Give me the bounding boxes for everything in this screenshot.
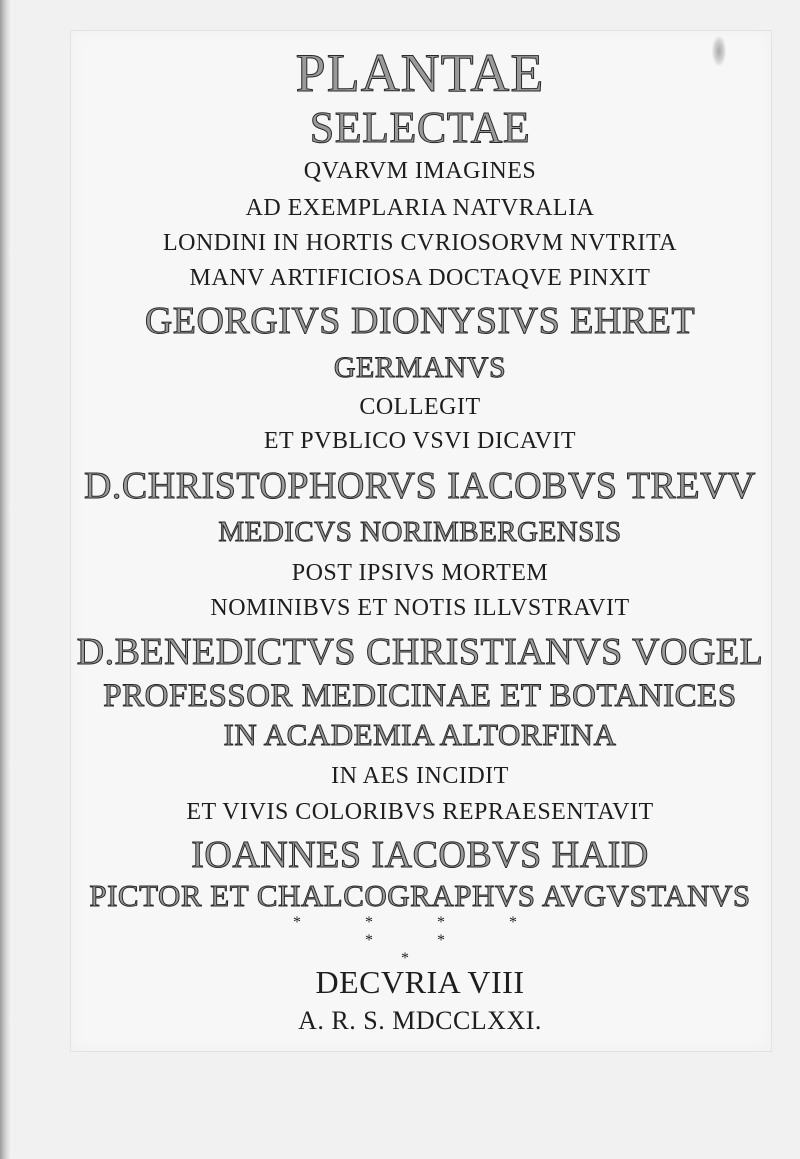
publication-date: A. R. S. MDCCLXXI. — [298, 1006, 542, 1035]
editor-name: D.BENEDICTVS CHRISTIANVS VOGEL — [76, 631, 764, 673]
subtitle: SELECTAE — [309, 103, 531, 152]
star-ornament-row-2: * * — [365, 932, 475, 949]
line-quarum-imagines: QVARVM IMAGINES — [303, 158, 537, 184]
title: PLANTAE — [295, 43, 545, 103]
page-binding-edge — [0, 0, 10, 1159]
line-et-vivis: ET VIVIS COLORIBVS REPRAESENTAVIT — [186, 799, 654, 825]
decuria: DECVRIA VIII — [315, 964, 525, 1000]
line-manu-artificiosa: MANV ARTIFICIOSA DOCTAQVE PINXIT — [189, 265, 651, 291]
line-collegit: COLLEGIT — [359, 394, 481, 420]
line-post-ipsius: POST IPSIVS MORTEM — [291, 560, 549, 586]
star-ornament-row-3: * — [401, 950, 439, 967]
line-in-aes-incidit: IN AES INCIDIT — [331, 763, 509, 789]
line-nominibus: NOMINIBVS ET NOTIS ILLVSTRAVIT — [210, 595, 630, 621]
engraver-title: PICTOR ET CHALCOGRAPHVS AVGVSTANVS — [89, 878, 751, 913]
editor-academy: IN ACADEMIA ALTORFINA — [223, 717, 617, 752]
line-et-publico: ET PVBLICO VSVI DICAVIT — [263, 428, 577, 454]
line-londini: LONDINI IN HORTIS CVRIOSORVM NVTRITA — [162, 230, 678, 256]
star-ornament-row-1: * * * * — [293, 914, 547, 931]
editor-title: PROFESSOR MEDICINAE ET BOTANICES — [103, 678, 737, 714]
line-ad-exemplaria: AD EXEMPLARIA NATVRALIA — [245, 195, 595, 221]
artist-origin: GERMANVS — [333, 351, 507, 384]
engraver-name: IOANNES IACOBVS HAID — [191, 834, 649, 876]
artist-name: GEORGIVS DIONYSIVS EHRET — [144, 300, 696, 342]
collector-title: MEDICVS NORIMBERGENSIS — [218, 516, 622, 548]
collector-name: D.CHRISTOPHORVS IACOBVS TREVV — [83, 465, 756, 507]
